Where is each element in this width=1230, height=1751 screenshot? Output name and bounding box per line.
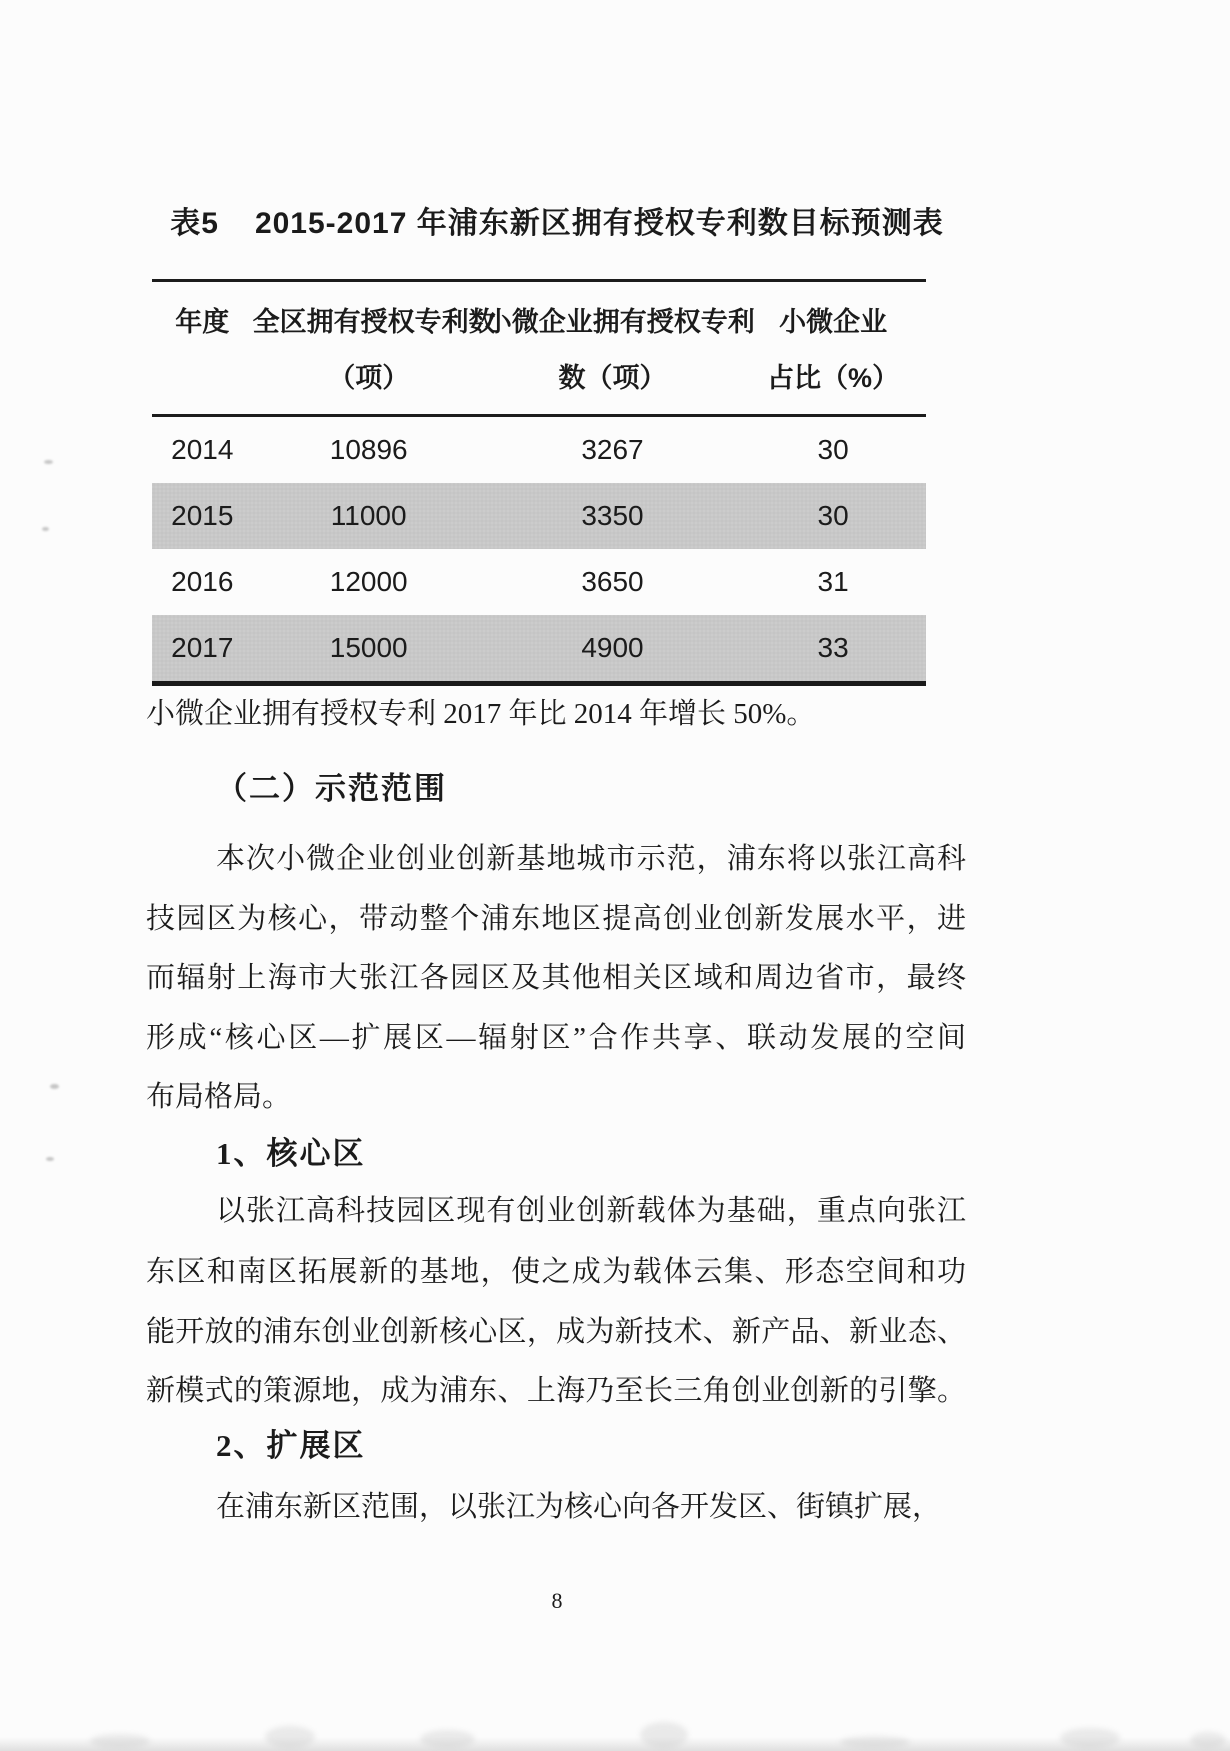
para2-line: 以张江高科技园区现有创业创新载体为基础，重点向张江 bbox=[216, 1195, 966, 1227]
para1-line: 本次小微企业创业创新基地城市示范，浦东将以张江高科 bbox=[216, 843, 966, 875]
cell-sme-share: 31 bbox=[817, 566, 849, 597]
para1-line: 而辐射上海市大张江各园区及其他相关区域和周边省市，最终 bbox=[146, 962, 966, 994]
para1-line: 技园区为核心，带动整个浦东地区提高创业创新发展水平，进 bbox=[146, 903, 966, 935]
subsection2-heading: 2、扩展区 bbox=[216, 1428, 366, 1463]
table-caption-prefix: 表5 bbox=[170, 207, 219, 240]
subsection1-heading: 1、核心区 bbox=[216, 1136, 366, 1171]
patent-forecast-table bbox=[152, 279, 926, 686]
para2-line: 能开放的浦东创业创新核心区，成为新技术、新产品、新业态、 bbox=[146, 1316, 966, 1348]
table-row-2016 bbox=[152, 549, 926, 615]
scan-artifact bbox=[44, 460, 53, 464]
para1-line: 布局格局。 bbox=[146, 1081, 292, 1113]
para2-line: 新模式的策源地，成为浦东、上海乃至长三角创业创新的引擎。 bbox=[146, 1375, 966, 1407]
cell-sme-total: 3350 bbox=[581, 500, 644, 531]
cell-year: 2017 bbox=[171, 632, 234, 663]
cell-district-total: 10896 bbox=[329, 434, 408, 465]
column-header-sme-share: 小微企业 占比（%） bbox=[767, 307, 900, 393]
column-header-sme-total: 小微企业拥有授权专利 数（项） bbox=[484, 307, 755, 393]
para1-line: 形成“核心区—扩展区—辐射区”合作共享、联动发展的空间 bbox=[146, 1022, 966, 1054]
table-row-2017 bbox=[152, 615, 926, 681]
scan-artifact bbox=[46, 1157, 54, 1161]
cell-district-total: 15000 bbox=[329, 632, 408, 663]
table-row-2014 bbox=[152, 417, 926, 483]
page-number: 8 bbox=[551, 1588, 563, 1613]
cell-sme-total: 3650 bbox=[581, 566, 644, 597]
para3-line: 在浦东新区范围，以张江为核心向各开发区、街镇扩展， bbox=[216, 1491, 942, 1523]
note-line: 小微企业拥有授权专利 2017 年比 2014 年增长 50%。 bbox=[146, 698, 816, 730]
cell-district-total: 11000 bbox=[330, 500, 407, 531]
table-bottom-rule bbox=[152, 681, 926, 686]
scan-artifact bbox=[50, 1084, 59, 1089]
column-header-year: 年度 bbox=[175, 307, 230, 337]
cell-sme-share: 30 bbox=[817, 434, 849, 465]
scan-artifact bbox=[42, 527, 49, 531]
cell-year: 2015 bbox=[171, 500, 234, 531]
table-caption-text: 2015-2017 年浦东新区拥有授权专利数目标预测表 bbox=[254, 207, 944, 240]
para2-line: 东区和南区拓展新的基地，使之成为载体云集、形态空间和功 bbox=[146, 1256, 966, 1288]
cell-sme-share: 33 bbox=[817, 632, 849, 663]
table-header-row bbox=[152, 282, 926, 417]
cell-sme-total: 3267 bbox=[581, 434, 644, 465]
table-row-2015 bbox=[152, 483, 926, 549]
cell-year: 2014 bbox=[171, 434, 234, 465]
cell-sme-total: 4900 bbox=[581, 632, 644, 663]
scan-artifact bbox=[0, 1737, 1230, 1751]
section-heading: （二）示范范围 bbox=[216, 771, 447, 806]
cell-district-total: 12000 bbox=[329, 566, 408, 597]
cell-year: 2016 bbox=[171, 566, 234, 597]
column-header-district-total: 全区拥有授权专利数 （项） bbox=[252, 307, 496, 393]
table-caption bbox=[150, 198, 964, 242]
cell-sme-share: 30 bbox=[817, 500, 849, 531]
